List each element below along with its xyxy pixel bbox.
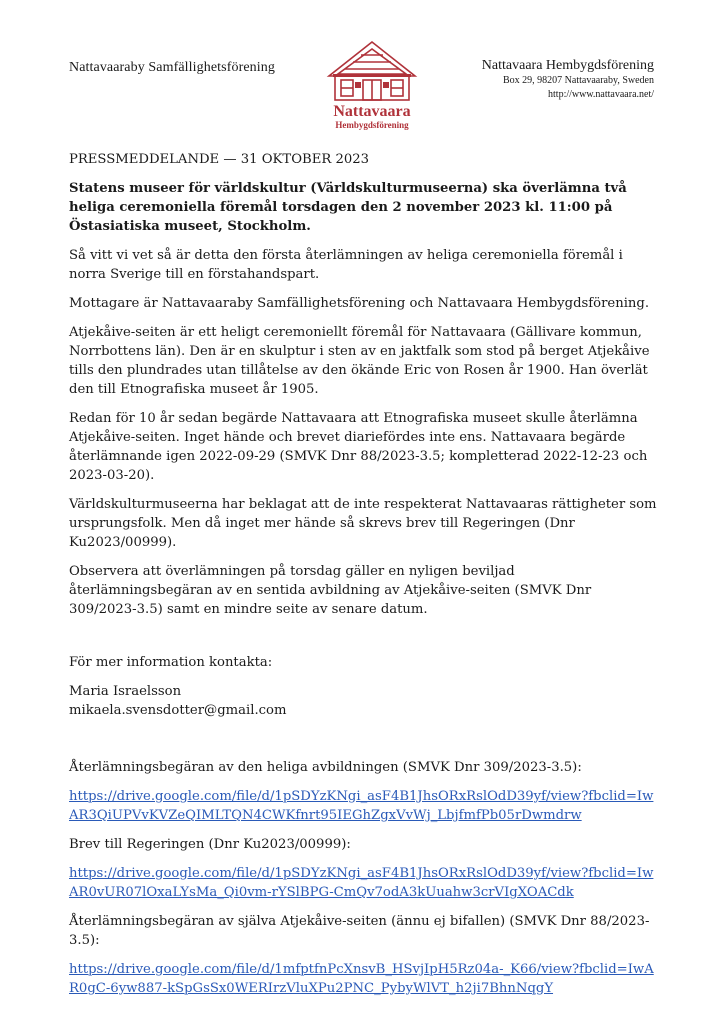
paragraph: Så vitt vi vet så är detta den första återlämningen av heliga ceremoniella föremål i norra Sverige till en förstahandspart. (69, 248, 623, 282)
contact-name: Maria Israelsson (69, 684, 182, 699)
link-label: Brev till Regeringen (Dnr Ku2023/00999): (69, 837, 351, 852)
organization-address: Box 29, 98207 Nattavaaraby, Sweden (503, 75, 654, 86)
logo-subtitle: Hembygdsförening (335, 120, 409, 130)
paragraph: Mottagare är Nattavaaraby Samfällighetsförening och Nattavaara Hembygdsförening. (69, 296, 650, 311)
contact-intro: För mer information kontakta: (69, 655, 273, 670)
press-release-body (69, 150, 659, 1008)
organization-website: http://www.nattavaara.net/ (548, 89, 654, 100)
left-organization-name: Nattavaaraby Samfällighetsförening (69, 60, 275, 75)
document-link[interactable]: https://drive.google.com/file/d/1pSDYzKNgi_asF4B1JhsORxRslOdD39yf/view?fbclid=IwAR3QiUPVvKVZeQIMLTQN4CWKfnrt95IEGhZgxVvWj_LbjfmfPb05rDwmdrw (69, 789, 654, 823)
right-header (482, 58, 654, 102)
contact-block (69, 682, 659, 720)
paragraph: Världskulturmuseerna har beklagat att de inte respekterat Nattavaaras rättigheter som ursprungsfolk. Men då inget mer hände så skrevs brev till Regeringen (Dnr Ku2023/00999). (69, 497, 657, 550)
document-link[interactable]: https://drive.google.com/file/d/1mfptfnPcXnsvB_HSvjIpH5Rz04a-_K66/view?fbclid=IwAR0gC-6yw887-kSpGsSx0WERIrzVluXPu2PNC_PybyWlVT_h2ji7BhnNqgY (69, 962, 654, 996)
logo-title: Nattavaara (333, 103, 411, 120)
nattavaara-logo (325, 40, 419, 132)
document-link[interactable]: https://drive.google.com/file/d/1pSDYzKNgi_asF4B1JhsORxRslOdD39yf/view?fbclid=IwAR0vUR07lOxaLYsMa_Qi0vm-rYSlBPG-CmQv7odA3kUuahw3crVIgXOACdk (69, 866, 654, 900)
paragraph: Redan för 10 år sedan begärde Nattavaara att Etnografiska museet skulle återlämna Atjekåive-seiten. Inget hände och brevet diariefördes inte ens. Nattavaara begärde återlämnande igen 2022-09-29 (SMVK Dnr 88/2023-3.5; kompletterad 2022-12-23 och 2023-03-20). (69, 411, 648, 483)
headline: Statens museer för världskultur (Världskulturmuseerna) ska överlämna två heliga ceremoniella föremål torsdagen den 2 november 2023 kl. 11:00 på Östasiatiska museet, Stockholm. (69, 181, 627, 234)
contact-email: mikaela.svensdotter@gmail.com (69, 703, 287, 718)
paragraph: Atjekåive-seiten är ett heligt ceremoniellt föremål för Nattavaara (Gällivare kommun, Norrbottens län). Den är en skulptur i sten av en jaktfalk som stod på berget Atjekåive tills den plundrades utan tillåtelse av den ökände Eric von Rosen år 1900. Han överlät den till Etnografiska museet år 1905. (69, 325, 650, 397)
link-label: Återlämningsbegäran av själva Atjekåive-seiten (ännu ej bifallen) (SMVK Dnr 88/2023-3.5): (69, 914, 650, 948)
dateline: PRESSMEDDELANDE — 31 OKTOBER 2023 (69, 152, 370, 167)
paragraph: Observera att överlämningen på torsdag gäller en nyligen beviljad återlämningsbegäran av en sentida avbildning av Atjekåive-seiten (SMVK Dnr 309/2023-3.5) samt en mindre seite av senare datum. (69, 564, 592, 617)
link-label: Återlämningsbegäran av den heliga avbildningen (SMVK Dnr 309/2023-3.5): (69, 760, 582, 775)
right-organization-name: Nattavaara Hembygdsförening (481, 58, 654, 73)
